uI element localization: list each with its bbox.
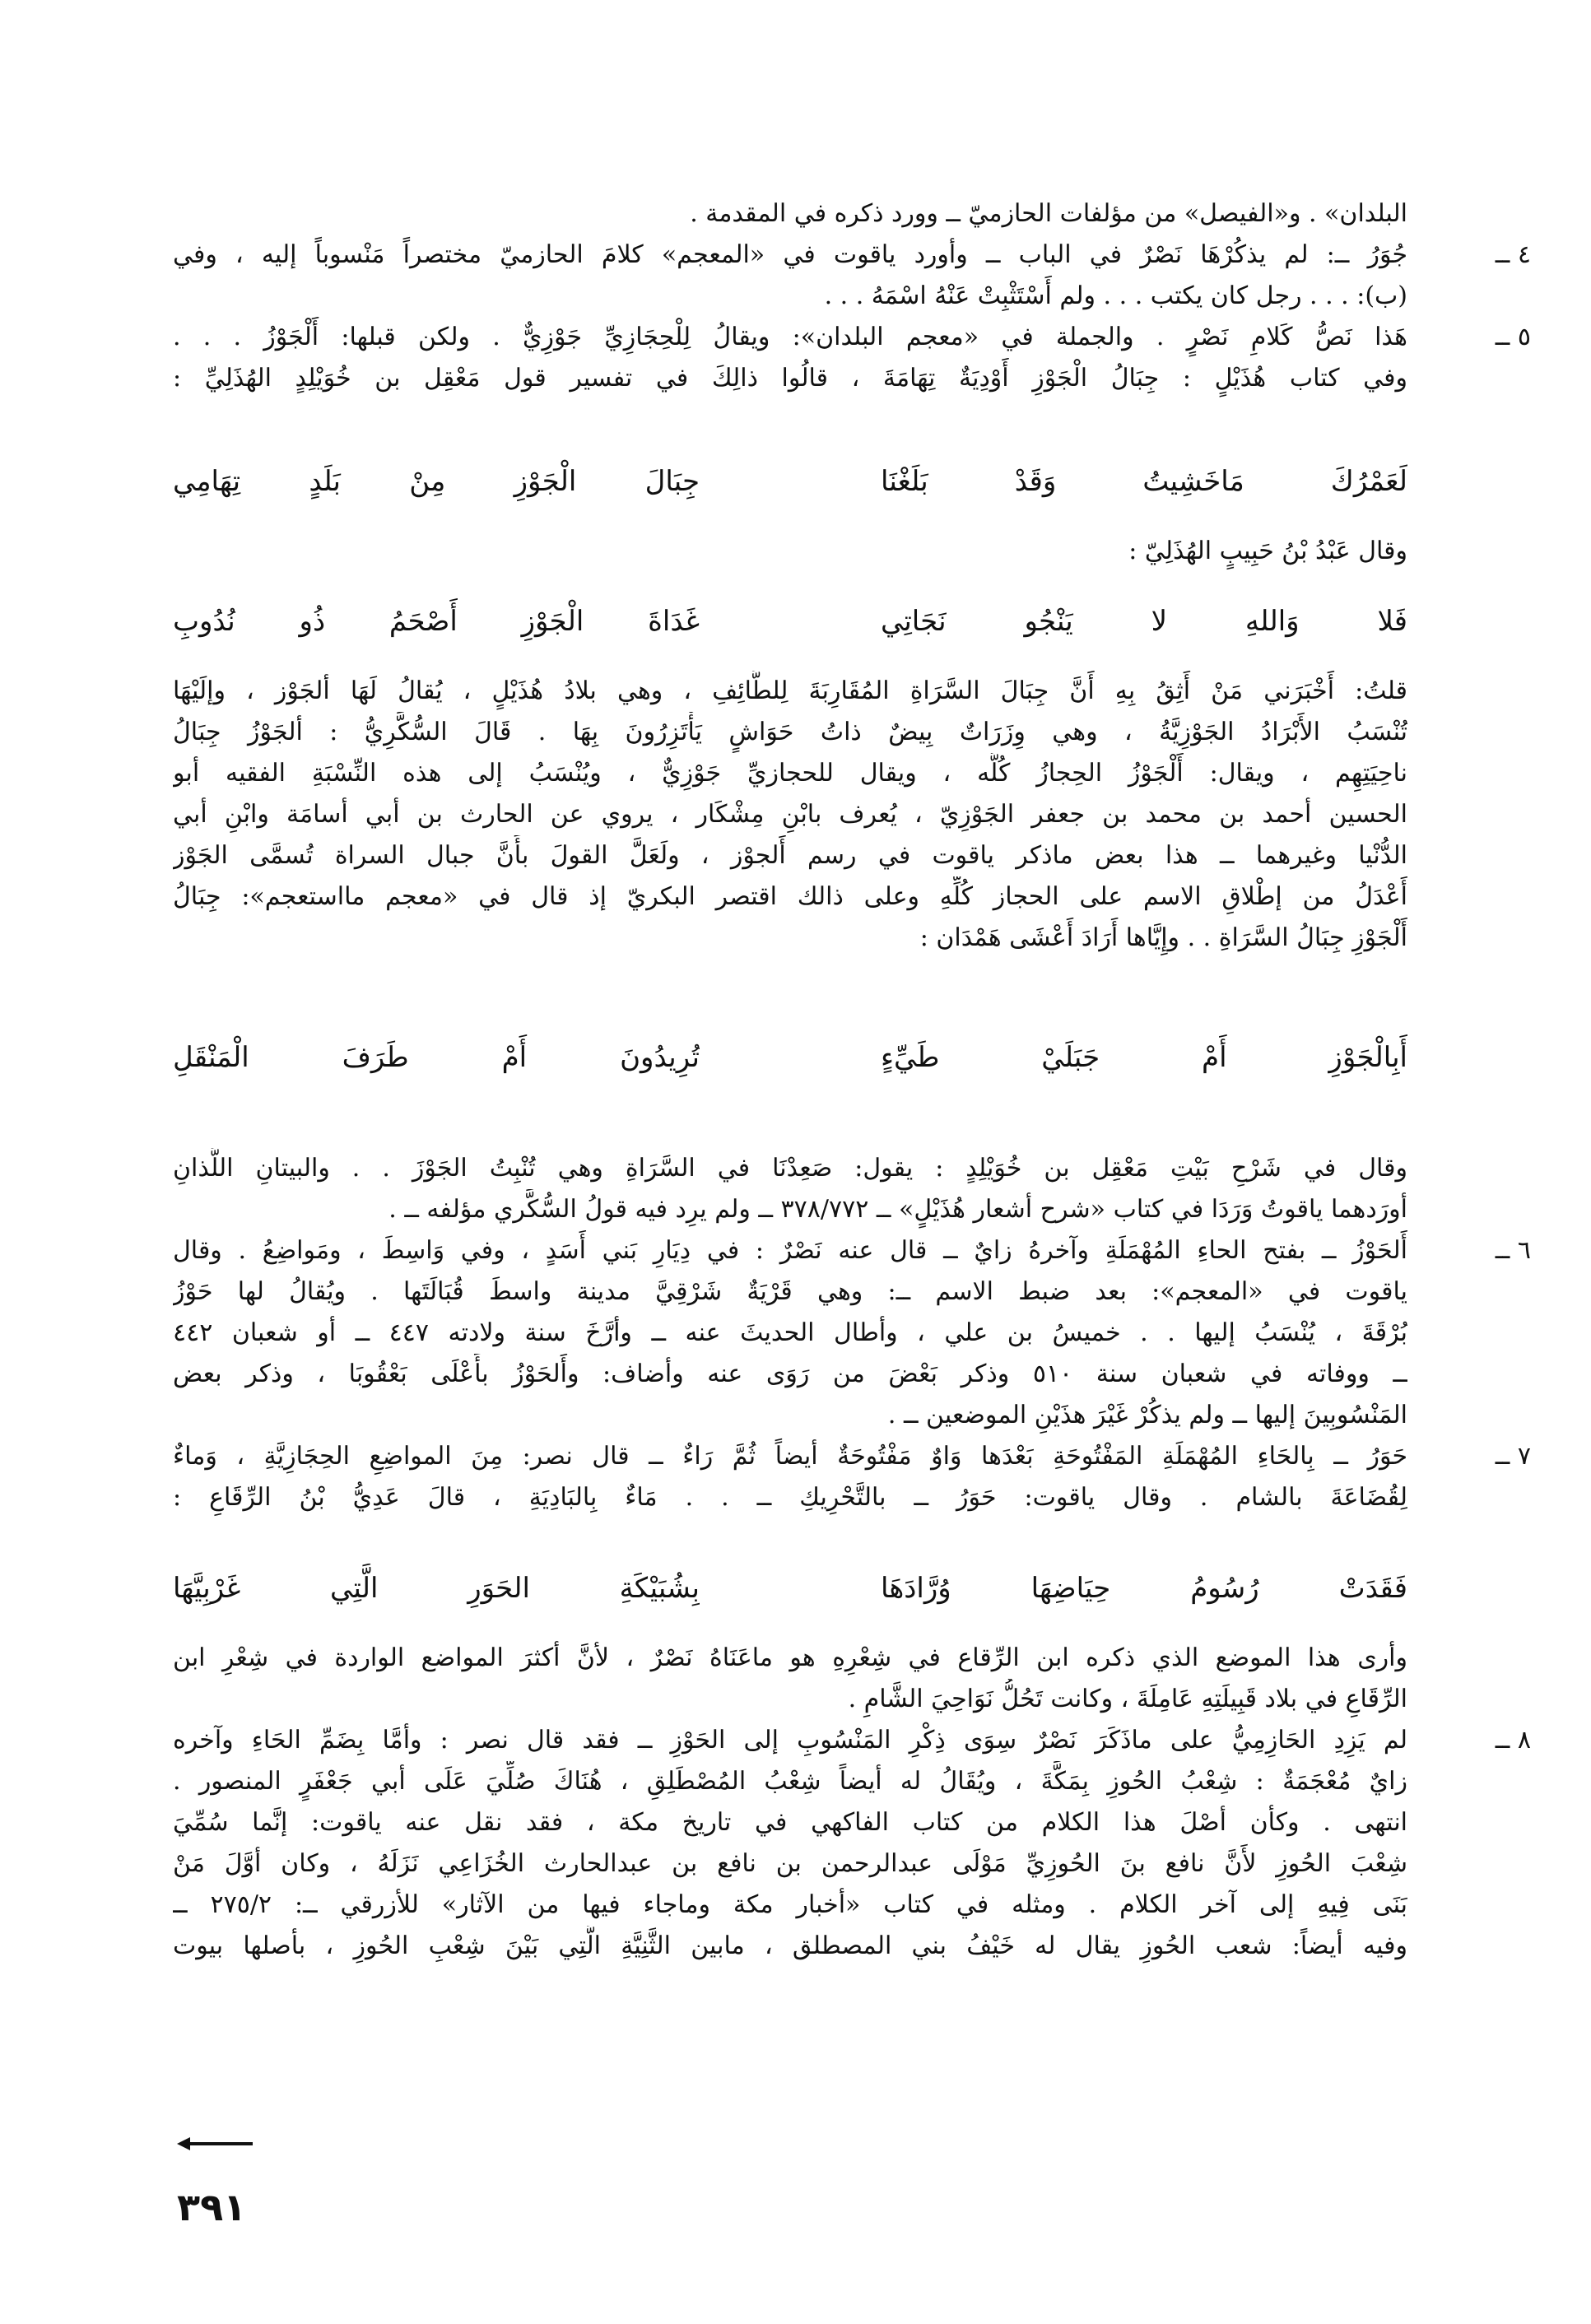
poem-verse [173, 1033, 1407, 1082]
text-line: البلدان» . و«الفيصل» من مؤلفات الحازميّ ــ وورد ذكره في المقدمة . [690, 199, 1407, 228]
text-line: ناحِيَتِهِم ، ويقال: أَلْجَوْزُ الحِجازُ كُلُّه ، ويقال للحجازيِّ جَوْزِيٌّ ، ويُنْسَبُ إلى هذه النِّسْبَةِ الفقيه أبو [173, 759, 1407, 788]
text-line: لِقُضَاعَةَ بالشام . وقال ياقوت: حَوَرُ ــ بالتَّحْرِيكِ ــ . . مَاءٌ بِالبَادِيَةِ ، قالَ عَدِيُّ بْنُ الرِّقَاعِ : [173, 1483, 1407, 1512]
text-line: الدُّنْيا وغيرهما ــ هذا بعض ماذكر ياقوت في رسم أَلجوْز ، ولَعَلَّ القولَ بأَنَّ جبال السراة تُسمَّى الجَوْز [173, 841, 1407, 870]
text-line: الحسين أحمد بن محمد بن جعفر الجَوْزِيّ ، يُعرف بابْنِ مِشْكَار ، يروي عن الحارث بن أبي أسامَة وابْنِ أبي [173, 800, 1407, 829]
text-line: (ب): . . . رجل كان يكتب . . . ولم أَسْتَثْبِتْ عَنْهُ اسْمَهُ . . . [824, 281, 1407, 310]
text-line: تُنْسَبُ الأَبْرَادُ الجَوْزِيَّةُ ، وهي وِزَرَاتٌ بِيضٌ ذاتُ حَوَاشٍ يَأْتَزِرُونَ بِهَا . قَالَ السُّكَّرِيُّ : ألجَوْزُ جِبَالُ [173, 718, 1407, 746]
text-line: جُوَرُ ــ: لم يذكُرْهَا نَصْرٌ في الباب ــ وأورد ياقوت في «المعجم» كلامَ الحازميّ مختصراً مَنْسوباً إليه ، وفي [173, 240, 1407, 269]
note-number: ٨ ــ [1495, 1726, 1531, 1755]
continuation-arrow-icon [177, 2136, 255, 2152]
poem-verse [173, 1564, 1407, 1613]
text-line: حَوَرُ ــ بِالحَاءِ المُهْمَلَةِ المَفْتُوحَةِ بَعْدَها وَاوٌ مَفْتُوحَةٌ أيضاً ثُمَّ رَاءٌ ــ قال نصر: مِنَ المواضِعِ الحِجَازِيَّةِ ، وَماءٌ [173, 1442, 1407, 1471]
text-line: بُرْقَةَ ، يُنْسَبُ إليها . . خميسُ بن علي ، وأطال الحديثَ عنه ــ وأرَّخَ سنة ولادته ٤٤٧ ــ أو شعبان ٤٤٢ [173, 1318, 1407, 1347]
text-line: شِعْبَ الحُوزِ لأَنَّ نافع بنَ الحُوزِيِّ مَوْلَى عبدالرحمن بن نافع بن عبدالحارث الخُزَاعِي نَزَلَهُ ، وكان أوَّلَ مَنْ [173, 1849, 1407, 1878]
text-line: أَلحَوْزُ ــ بفتح الحاءِ المُهْمَلَةِ وآخرهُ زايٌ ــ قال عنه نَصْرٌ : في دِيَارِ بَني أَسَدٍ ، وفي وَاسِطَ ، ومَواضِعُ . وقال [173, 1236, 1407, 1265]
text-line: وفيه أيضاً: شعب الحُوزِ يقال له خَيْفُ بني المصطلق ، مابين الثَّنِيَّةِ الَّتِي بَيْنَ شِعْبِ الحُوزِ ، بأصلها بيوت [173, 1931, 1407, 1960]
text-line: وأرى هذا الموضع الذي ذكره ابن الرِّقاع في شِعْرِهِ هو ماعَنَاهُ نَصْرٌ ، لأنَّ أكثرَ المواضع الواردة في شِعْرِ ابن [173, 1643, 1407, 1672]
text-line: وفي كتاب هُذَيْلٍ : جِبَالُ الْجَوْزِ أَوْدِيَةٌ تِهَامَةَ ، قالُوا ذالِكَ في تفسير قول مَعْقِل بن خُوَيْلِدٍ الهُذَلِيِّ : [173, 364, 1407, 393]
verse-second-hemistich: تُرِيدُونَ أَمْ طَرَفَ الْمَنْقَلِ [173, 1041, 700, 1074]
verse-second-hemistich: غَدَاةَ الْجَوْزِ أَصْحَمُ ذُو نُدُوبِ [173, 605, 700, 638]
text-line: الرِّقَاعِ في بلاد قَبِيلَتِهِ عَامِلَةَ ، وكانت تَحُلُّ نَوَاحِيَ الشَّامِ . [848, 1685, 1407, 1713]
text-line: لم يَزِدِ الحَازِمِيُّ على ماذَكَرَ نَصْرٌ سِوَى ذِكْرِ المَنْسُوبِ إلى الحَوْزِ ــ فقد قال نصر : وأمَّا بِضَمِّ الحَاءِ وآخره [173, 1726, 1407, 1755]
text-block-top [173, 193, 1407, 399]
text-line: هَذا نَصُّ كَلامِ نَصْرٍ . والجملة في «معجم البلدان»: ويقالُ لِلْحِجَازِيِّ جَوْزِيٌّ . ولكن قبلها: أَلْجَوْزُ . . . [173, 323, 1407, 351]
text-line: قلتُ: أَخْبَرَني مَنْ أَثِقُ بِهِ أَنَّ جِبَالَ السَّرَاةِ المُقَارِبَةَ لِلطَّائِفِ ، وهي بلادُ هُذَيْلٍ ، يُقالُ لَهَا ألجَوْز ، وإلَيْهَا [173, 676, 1407, 705]
text-line: ــ ووفاته في شعبان سنة ٥١٠ وذكر بَعْضَ من رَوَى عنه وأضاف: وأَلحَوْزُ بأَعْلَى بَعْقُوبَا ، وذكر بعض [173, 1360, 1407, 1388]
note-number: ٦ ــ [1495, 1236, 1531, 1265]
text-line: أورَدهما ياقوتُ وَرَدَا في كتاب «شرح أشعار هُذَيْلٍ» ــ ٣٧٨/٧٧٢ ــ ولم يرِد فيه قولُ السُّكَّري مؤلفه ــ . [388, 1195, 1407, 1224]
text-line: ياقوت في «المعجم»: بعد ضبط الاسم ــ: وهي قَرْيَةٌ شَرْقِيَّ مدينة واسطَ قُبَالَتَها . ويُقالُ لها حَوْزُ [173, 1277, 1407, 1306]
verse-intro: وقال عَبْدُ بْنُ حَبِيبٍ الهُذَلِيّ : [1128, 537, 1407, 565]
poem-verse [173, 457, 1407, 506]
poem-verse [173, 597, 1407, 646]
verse-first-hemistich: لَعَمْرُكَ مَاخَشِيتُ وَقَدْ بَلَغْنَا [881, 465, 1407, 498]
verse-first-hemistich: فَقَدَتْ رُسُومُ حِيَاضِهَا وُرَّادَهَا [881, 1572, 1407, 1605]
verse-first-hemistich: أَبِالْجَوْزِ أَمْ جَبَلَيْ طَيِّءٍ [881, 1041, 1407, 1074]
text-block-middle [173, 671, 1407, 959]
text-block-bottom [173, 1638, 1407, 1967]
text-line: وقال في شَرْحِ بَيْتِ مَعْقِل بن خُوَيْلِدٍ : يقول: صَعِدْنَا في السَّرَاةِ وهي تُنْبِتُ الجَوْزَ . . والبيتانِ اللَّذانِ [173, 1154, 1407, 1183]
text-block-lower [173, 1148, 1407, 1518]
text-line: أَلْجَوْزِ جِبَالُ السَّرَاةِ . . وإِيَّاها أَرَادَ أَعْشَى هَمْدَان : [919, 923, 1407, 952]
verse-first-hemistich: فَلا وَاللهِ لا يَنْجُو نَجَاتِي [881, 605, 1407, 638]
text-line: بَنَى فِيهِ إلى آخر الكلام . ومثله في كتاب «أخبار مكة وماجاء فيها من الآثار» للأزرقي ــ: ٢٧٥/٢ ــ [173, 1890, 1407, 1919]
text-line: المَنْسُوبِينَ إليها ــ ولم يذكُرْ غَيْرَ هذَيْنِ الموضعين ــ . [887, 1401, 1407, 1429]
text-line: أَعْدَلُ من إطْلاقِ الاسم على الحجاز كُلِّهِ وعلى ذالك اقتصر البكريّ إذ قال في «معجم مااستعجم»: جِبَالُ [173, 882, 1407, 911]
text-line: انتهى . وكأن أصْلَ هذا الكلام من كتاب الفاكهي في تاريخ مكة ، فقد نقل عنه ياقوت: إنَّما سُمِّيَ [173, 1808, 1407, 1837]
note-number: ٧ ــ [1495, 1442, 1531, 1471]
verse-second-hemistich: جِبَالَ الْجَوْزِ مِنْ بَلَدٍ تِهَامِي [173, 465, 700, 498]
page-number: ٣٩١ [177, 2185, 247, 2229]
note-number: ٤ ــ [1495, 240, 1531, 269]
text-line: زايٌ مُعْجَمَةٌ : شِعْبُ الحُوزِ بِمَكَّةَ ، ويُقَالُ له أيضاً شِعْبُ المُصْطَلِقِ ، هُنَاكَ صُلِّيَ عَلَى أبي جَعْفَرٍ المنصور . [173, 1767, 1407, 1796]
note-number: ٥ ــ [1495, 323, 1531, 351]
verse-second-hemistich: بِشُبَيْكَةِ الحَوَرِ الَّتِي غَرْبِيَّهَا [173, 1572, 700, 1605]
